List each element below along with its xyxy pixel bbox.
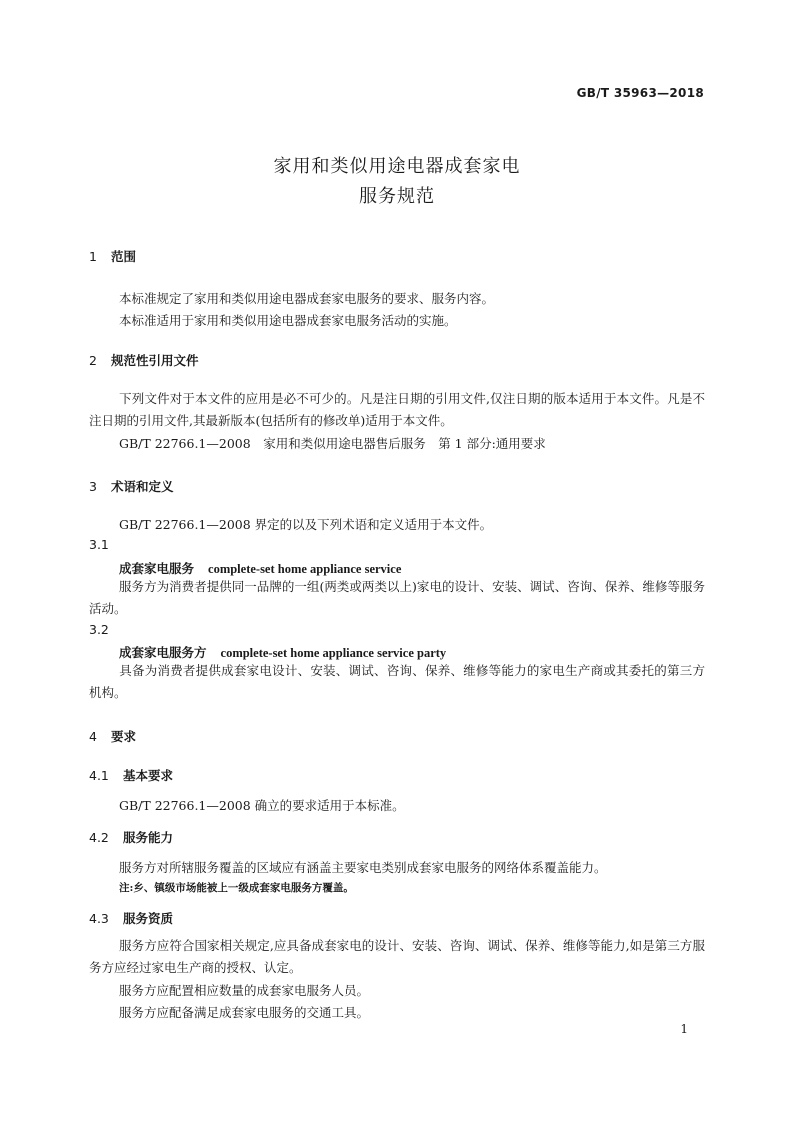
section-4-1-text: GB/T 22766.1—2008 确立的要求适用于本标准。 (119, 798, 405, 813)
section-4-1-heading (89, 766, 173, 784)
section-number: 1 (89, 249, 97, 264)
section-number: 4 (89, 729, 97, 744)
section-title: 规范性引用文件 (111, 353, 199, 368)
standard-code: GB/T 35963—2018 (576, 86, 704, 100)
section-number: 2 (89, 353, 97, 368)
section-2-heading (89, 351, 199, 369)
section-1-line-2: 本标准适用于家用和类似用途电器成套家电服务活动的实施。 (119, 313, 457, 328)
subsection-title: 基本要求 (123, 768, 174, 783)
document-title-line2: 服务规范 (359, 186, 435, 207)
section-1-line-1: 本标准规定了家用和类似用途电器成套家电服务的要求、服务内容。 (119, 291, 495, 306)
section-4-3-paragraph (89, 935, 705, 979)
term-english: complete-set home appliance service (208, 562, 402, 576)
section-4-3-line-2: 服务方应配置相应数量的成套家电服务人员。 (119, 983, 370, 998)
term-chinese: 成套家电服务 (119, 561, 195, 576)
term-3-2-definition (89, 660, 705, 704)
section-4-2-note: 注:乡、镇级市场能被上一级成套家电服务方覆盖。 (119, 882, 354, 894)
term-chinese: 成套家电服务方 (119, 645, 207, 660)
section-4-3-heading (89, 909, 173, 927)
normative-reference: GB/T 22766.1—2008 家用和类似用途电器售后服务 第 1 部分:通用要求 (119, 436, 546, 451)
term-3-1 (119, 559, 401, 577)
term-3-2 (119, 643, 446, 661)
section-title: 要求 (111, 729, 137, 744)
paragraph-text: 服务方应符合国家相关规定,应具备成套家电的设计、安装、咨询、调试、保养、维修等能力,如是第三方服务方应经过家电生产商的授权、认定。 (89, 938, 705, 975)
section-4-3-line-3: 服务方应配备满足成套家电服务的交通工具。 (119, 1005, 370, 1020)
section-number: 3 (89, 479, 97, 494)
term-3-1-definition (89, 576, 705, 620)
section-3-heading (89, 477, 174, 495)
definition-text: 具备为消费者提供成套家电设计、安装、调试、咨询、保养、维修等能力的家电生产商或其委托的第三方机构。 (89, 663, 705, 700)
subsection-number: 4.1 (89, 768, 109, 783)
subsection-title: 服务能力 (123, 830, 174, 845)
definition-text: 服务方为消费者提供同一品牌的一组(两类或两类以上)家电的设计、安装、调试、咨询、保养、维修等服务活动。 (89, 579, 705, 616)
paragraph-text: 下列文件对于本文件的应用是必不可少的。凡是注日期的引用文件,仅注日期的版本适用于本文件。凡是不注日期的引用文件,其最新版本(包括所有的修改单)适用于本文件。 (89, 391, 705, 428)
term-3-2-number: 3.2 (89, 622, 109, 637)
section-3-intro: GB/T 22766.1—2008 界定的以及下列术语和定义适用于本文件。 (119, 517, 493, 532)
section-2-paragraph (89, 388, 705, 432)
term-3-1-number: 3.1 (89, 537, 109, 552)
document-title-line1: 家用和类似用途电器成套家电 (273, 156, 521, 177)
section-4-2-heading (89, 828, 173, 846)
subsection-number: 4.3 (89, 911, 109, 926)
subsection-title: 服务资质 (123, 911, 174, 926)
section-title: 术语和定义 (111, 479, 174, 494)
section-4-heading (89, 727, 136, 745)
term-english: complete-set home appliance service party (220, 646, 447, 660)
subsection-number: 4.2 (89, 830, 109, 845)
section-title: 范围 (111, 249, 137, 264)
section-4-2-text: 服务方对所辖服务覆盖的区域应有涵盖主要家电类别成套家电服务的网络体系覆盖能力。 (119, 860, 607, 875)
page-number: 1 (680, 1022, 688, 1036)
section-1-heading (89, 247, 136, 265)
